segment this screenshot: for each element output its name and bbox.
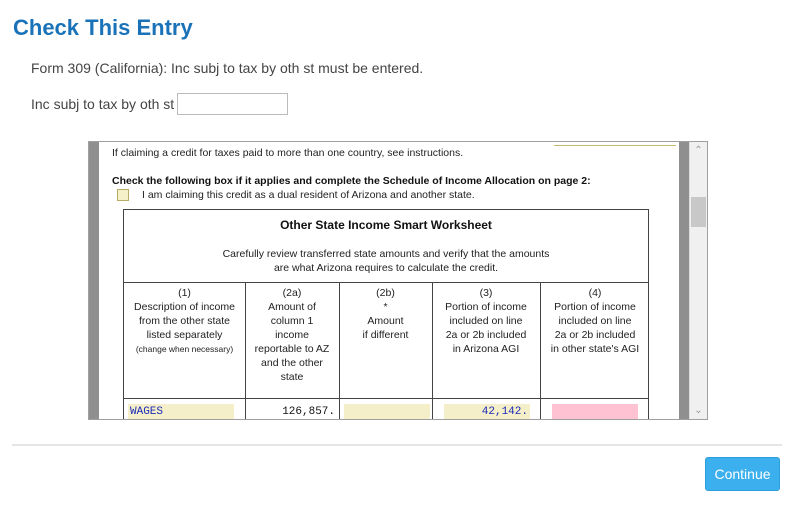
column-text: Portion of income (445, 301, 527, 313)
worksheet-description-line: Carefully review transferred state amounts and verify that the amounts (222, 248, 550, 260)
scroll-up-icon[interactable]: ⌃ (694, 145, 703, 156)
scroll-thumb[interactable] (691, 197, 706, 227)
column-header-2a (245, 286, 339, 384)
column-text: reportable to AZ (254, 343, 330, 355)
entry-field-row (31, 93, 288, 115)
dual-resident-checkbox[interactable] (117, 189, 129, 201)
column-text: and the other (261, 357, 323, 369)
column-number: (2a) (282, 287, 302, 299)
column-text: * (383, 301, 388, 313)
field-underline (554, 145, 676, 146)
column-header-4 (540, 286, 650, 356)
column-note: (change when necessary) (135, 344, 234, 354)
column-text: 2a or 2b included (445, 329, 527, 341)
page-title: Check This Entry (13, 15, 193, 40)
column-text: income (275, 329, 309, 341)
worksheet-divider (124, 282, 648, 283)
column-text: Portion of income (554, 301, 636, 313)
entry-field-label: Inc subj to tax by oth st (31, 96, 175, 112)
column-text: included on line (558, 315, 632, 327)
column-number: (4) (588, 287, 602, 299)
portion-3-field[interactable]: 42,142. (444, 404, 530, 419)
dual-resident-label: I am claiming this credit as a dual resident of Arizona and another state. (142, 189, 475, 201)
footer-divider (12, 444, 782, 446)
column-text: Amount of (268, 301, 316, 313)
column-text: Description of income (134, 301, 235, 313)
column-text: column 1 (270, 315, 314, 327)
column-text: state (280, 371, 304, 383)
column-text: listed separately (146, 329, 223, 341)
column-text: from the other state (138, 315, 231, 327)
dual-resident-row (117, 189, 475, 201)
smart-worksheet (123, 209, 649, 419)
column-header-3 (432, 286, 540, 356)
column-header-2b (339, 286, 432, 342)
form-preview (88, 141, 708, 420)
worksheet-title: Other State Income Smart Worksheet (280, 218, 492, 232)
column-text: Amount (367, 315, 404, 327)
scroll-down-icon[interactable]: ⌄ (694, 405, 703, 416)
form-scrollbar[interactable] (689, 142, 707, 419)
inc-subj-to-tax-input[interactable] (177, 93, 288, 115)
column-number: (2b) (376, 287, 395, 299)
column-text: included on line (449, 315, 523, 327)
column-text: in Arizona AGI (452, 343, 520, 355)
form-paper (99, 142, 679, 419)
column-text: if different (362, 329, 409, 341)
amount-2b-field[interactable] (344, 404, 430, 419)
continue-button[interactable]: Continue (705, 457, 780, 491)
income-description-field[interactable]: WAGES (128, 404, 234, 419)
amount-2a-value: 126,857. (282, 406, 335, 418)
error-message: Form 309 (California): Inc subj to tax by oth st must be entered. (31, 60, 424, 76)
portion-4-field[interactable] (552, 404, 638, 419)
column-text: 2a or 2b included (554, 329, 636, 341)
form-note: If claiming a credit for taxes paid to more than one country, see instructions. (112, 147, 464, 159)
worksheet-description (124, 247, 648, 275)
column-text: in other state's AGI (550, 343, 640, 355)
column-header-1 (124, 286, 245, 356)
form-instruction: Check the following box if it applies and complete the Schedule of Income Allocation on page 2: (112, 175, 591, 187)
column-number: (3) (479, 287, 493, 299)
column-number: (1) (178, 287, 191, 299)
worksheet-description-line: are what Arizona requires to calculate the credit. (273, 262, 499, 274)
header-row-divider (124, 398, 648, 399)
